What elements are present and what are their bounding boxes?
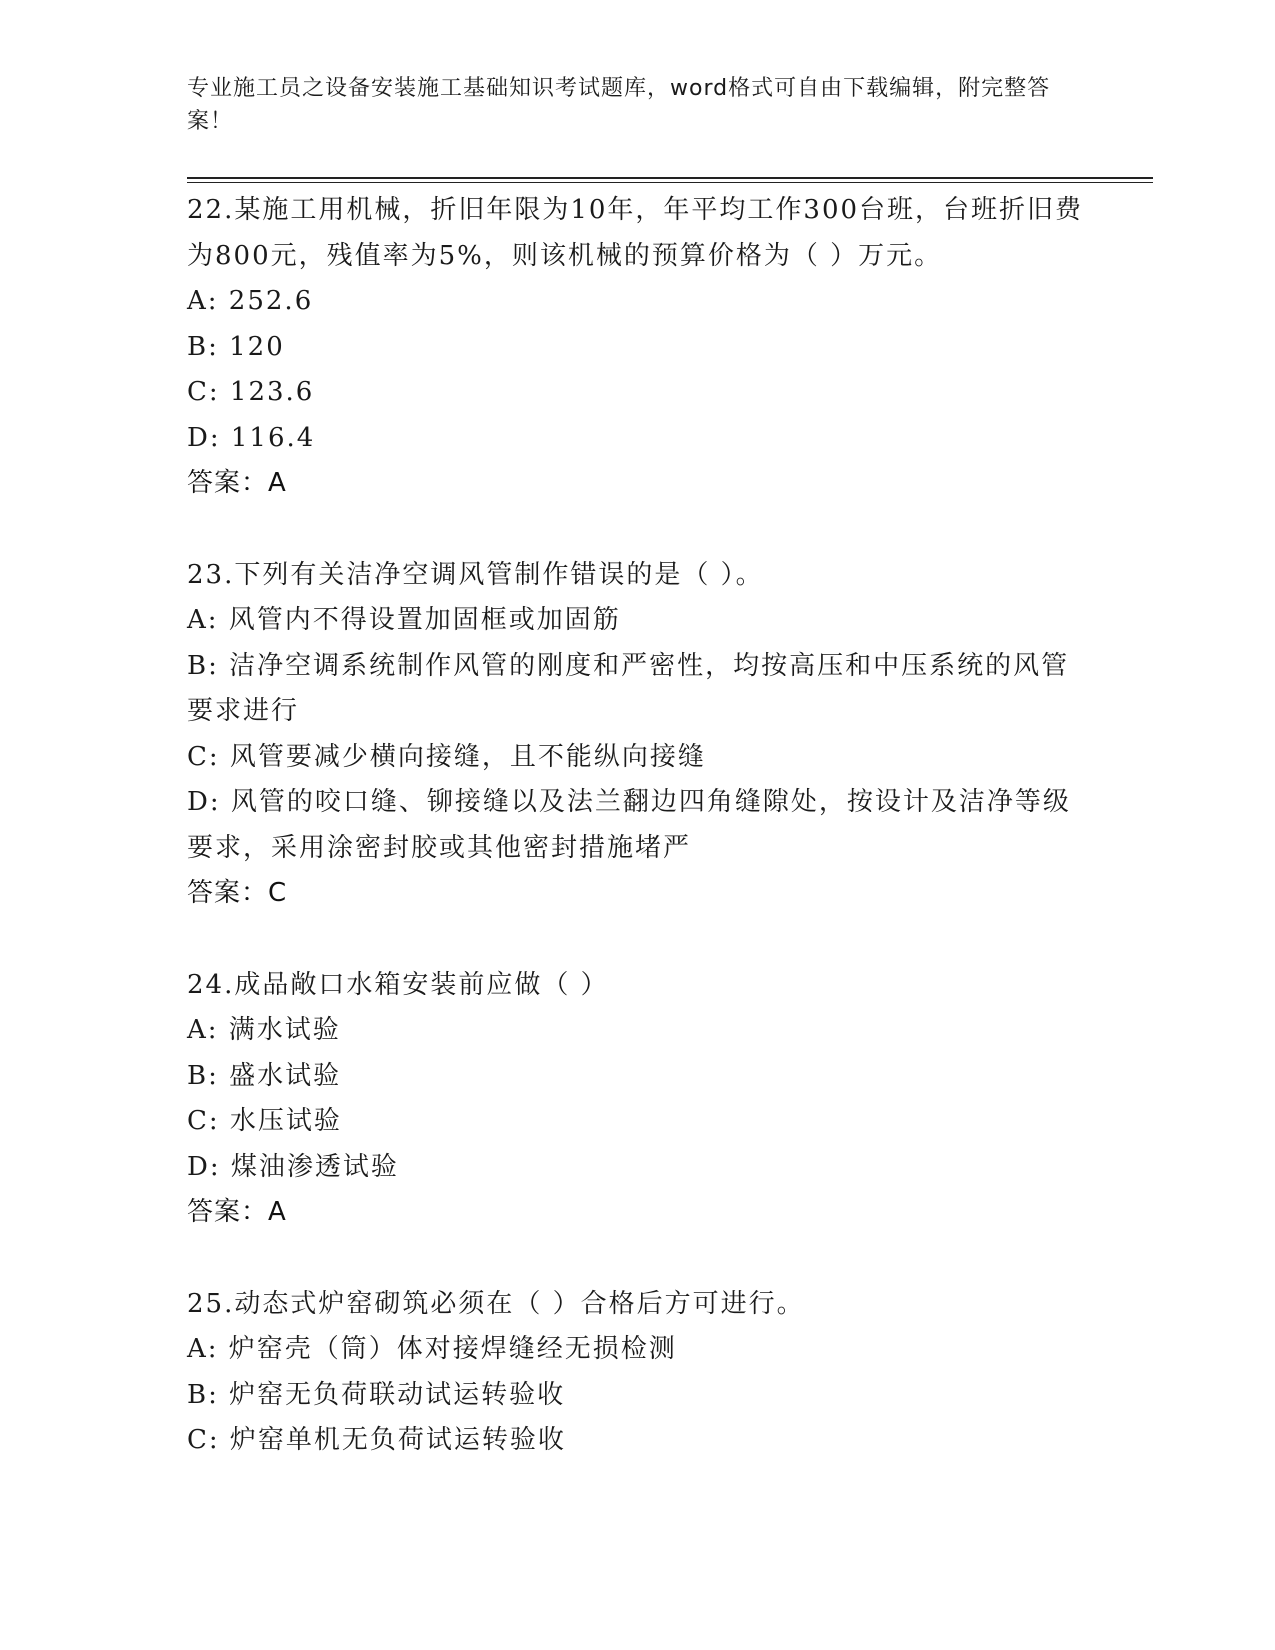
option-a: A: 满水试验: [187, 1015, 341, 1045]
question-23: [187, 553, 1087, 917]
option-a: A: 252.6: [187, 286, 314, 316]
question-list: [187, 188, 1087, 1510]
header-divider-thin: [187, 182, 1153, 183]
question-stem: 24.成品敞口水箱安装前应做（ ）: [187, 969, 609, 1000]
answer: 答案：A: [187, 468, 287, 498]
option-c: C: 炉窑单机无负荷试运转验收: [187, 1425, 566, 1455]
header-divider-thick: [187, 177, 1153, 179]
option-b: B: 盛水试验: [187, 1060, 342, 1091]
option-d: D: 煤油渗透试验: [187, 1151, 399, 1182]
option-c: C: 风管要减少横向接缝，且不能纵向接缝: [187, 741, 706, 772]
option-d: D: 116.4: [187, 422, 316, 453]
option-a: A: 风管内不得设置加固框或加固筋: [187, 605, 621, 635]
question-24: [187, 963, 1087, 1236]
question-stem: 23.下列有关洁净空调风管制作错误的是（ ）。: [187, 559, 764, 590]
option-c: C: 123.6: [187, 377, 315, 407]
question-stem: 22.某施工用机械，折旧年限为10年，年平均工作300台班，台班折旧费为800元，残值率为5%，则该机械的预算价格为（ ）万元。: [187, 195, 1084, 271]
answer: 答案：A: [187, 1197, 287, 1227]
option-d: D: 风管的咬口缝、铆接缝以及法兰翻边四角缝隙处，按设计及洁净等级要求，采用涂密封胶或其他密封措施堵严: [187, 787, 1071, 863]
option-b: B: 炉窑无负荷联动试运转验收: [187, 1379, 566, 1410]
question-25: [187, 1282, 1087, 1464]
option-b: B: 120: [187, 331, 285, 362]
document-header: 专业施工员之设备安装施工基础知识考试题库，word格式可自由下载编辑，附完整答案！: [187, 76, 1051, 134]
question-stem: 25.动态式炉窑砌筑必须在（ ）合格后方可进行。: [187, 1288, 805, 1319]
answer: 答案：C: [187, 878, 288, 908]
option-c: C: 水压试验: [187, 1106, 342, 1136]
option-b: B: 洁净空调系统制作风管的刚度和严密性，均按高压和中压系统的风管要求进行: [187, 650, 1070, 726]
question-22: [187, 188, 1087, 507]
option-a: A: 炉窑壳（筒）体对接焊缝经无损检测: [187, 1334, 677, 1364]
